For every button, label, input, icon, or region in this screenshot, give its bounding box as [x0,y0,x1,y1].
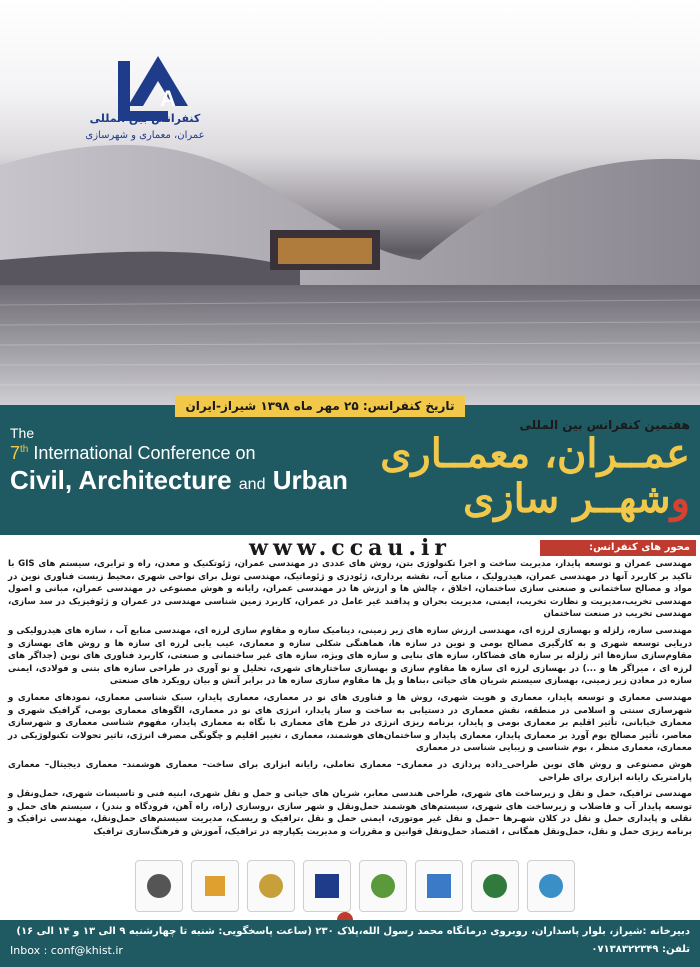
arabic-title-word: شهــر سازی [462,475,671,522]
english-title-part-b: Urban [272,465,348,495]
logo-text-line2: عمران، معماری و شهرسازی [85,130,205,141]
phone-number: تلفن: ۰۷۱۳۸۳۲۲۳۴۹ [591,944,690,955]
conference-topics [8,558,692,842]
topic-civil: مهندسی عمران و توسعه پایدار، مدیریت ساخت و اجرا تکنولوژی بتن، روش های عددی در مهندسی عمران، ژئوتکنیک و معدن، راه و ترابری، سیستم های GIS با تاکید بر کاربرد آنها در مهندسی عمران، هیدرولیک ، منابع آب، نقشه برداری، ژئودزی و ژئوماتیک، مهندسی تونل برای نواحی شهری ،محیط زیست فناوری نوین در مواد و مصالح ساختمانی و صنعتی سازی ساختمان، اخلاق ، چالش ها و ارزش ها در مهندسی عمران، رایانه و هوش مصنوعی در مهندسی عمران، مبانی و اصول مهندسی تخریب،مدیریت و نظارت تخریب، ایمنی، مدیریت بحران و پدافند غیر عامل در عمران، کاربرد زمین شناسی مهندسی در عمران و ژئوفیزیک در سد سازی، مهندسی تخریب در صنعت ساختمان [8,559,692,620]
sponsor-logo-icon [527,860,575,912]
english-title-and: and [238,476,266,493]
conference-axes-label: محور های کنفرانس: [540,540,696,556]
topic-structures: مهندسی سازه، زلزله و بهسازی لرزه ای، مهندسی ارزش سازه های زیر زمینی، دینامیک سازه و مقاوم سازی لرزه ای، مهندسی منابع آب ، سازه های هیدرولیکی و دریایی توسعه شهری و به کارگیری مصالح بومی و نوین در سازه ها، هماهنگی شکلی سازه و معماری، عیب یابی لرزه ای سازه ها و روش های بهسازی و مقاوم‌سازی سازه‌ها اثر زلزله بر سازه های فضاکار، سازه های بنایی و سازه های ویژه، سازه های غیر ساختمانی و صنعتی، کاربرد فناوری های نوین (جداگر های لرزه ای ، میراگر ها و ...) در بهسازی لرزه ای سازه ها مقاوم سازی و بهسازی ساختارهای شهری، تحلیل و نو آوری در طراحی سازه های بتنی و فولادی، ایمنی سازه در معادن زیر زمینی، بهسازی سیستم شریان های حیاتی ،بناها و پل ها مقاوم سازی سازه ها در برابر آتش و بیان رویکرد های صنعتی [8,625,692,687]
sponsor-logo-icon [303,860,351,912]
conference-date: تاریخ کنفرانس: ۲۵ مهر ماه ۱۳۹۸ شیراز-ایران [175,395,465,417]
english-title-part-a: Civil, Architecture [10,465,232,495]
conference-logo-icon [98,36,218,176]
svg-text:A: A [160,86,176,111]
edition-number: 7 [10,443,21,463]
english-title-line1-text: International Conference on [33,443,256,463]
arabic-title-line1: عمــران، معمــاری [380,430,690,477]
email-address[interactable]: Inbox : conf@khist.ir [10,944,123,957]
website-url[interactable]: www.ccau.ir [249,535,451,561]
english-title-line1 [10,443,256,464]
sponsor-logo-icon [135,860,183,912]
sponsor-logo-icon [471,860,519,912]
sponsor-logo-icon [415,860,463,912]
edition-suffix: th [20,444,29,455]
arabic-subtitle: هفتمین کنفرانس بین المللی [519,418,690,432]
arabic-title-conjunction: و [670,475,690,522]
topic-traffic: مهندسی ترافیک، حمل و نقل و زیرساخت های شهری، طراحی هندسی معابر، شریان های حیاتی و حمل و نقل شهری، ابنیه فنی و تاسیسات شهری، حمل‌ونقل و توسعه پایدار آب و فاضلاب و زیرساخت های شهری، سیستم‌های هوشمند حمل‌ونقل و شهر سازی ،روسازی (راه، راه آهن، فرودگاه و بندر) ، سیستم های حمل و نقلی و پایداری حمل و نقل در کلان شهـرها –حمل و نقل غیر موتوری، ایمنی حمل و نقل ،ترافیک و ریسـک، مدیریت سیستم‌های حمل‌ونقل، مهندسی ترافیک و برنامه ریزی حمل و نقل، حمل‌ونقل همگانی ، اقتصاد حمل‌ونقل قوانین و مقررات و مدیریت یکپارچه در ترافیک، آموزش و فرهنگ‌سازی ترافیک [8,789,692,837]
sponsor-logos [135,858,575,914]
sponsor-logo-icon [359,860,407,912]
logo-text-line1: کنفرانس بین المللی [89,112,201,125]
english-the: The [10,425,35,441]
topic-ai-design: هوش مصنوعی و روش های نوین طراحی_داده پردازی در معماری– معماری تعاملی، رایانه ابزاری برای ساخت– معماری هوشمند– معماری دیجیتال– معماری پارامتریک رایانه ابزاری برای طراحی [8,759,692,783]
english-title-line2 [10,465,348,496]
sponsor-logo-icon [247,860,295,912]
secretariat-address: دبیرخانه :شیراز، بلوار پاسداران، روبروی درمانگاه محمد رسول الله،پلاک ۲۳۰ (ساعت پاسخگویی: شنبه تا چهارشنبه ۹ الی ۱۳ و ۱۴ الی ۱۶) [16,926,690,937]
topic-architecture: مهندسی معماری و توسعه پایدار، معماری و هویت شهری، روش ها و فناوری های نو در معماری، معماری پایدار، سبک شناسی معماری، نمودهای معماری و شهرسازی سنتی و اسلامی در منطقه، نقش معماری در دستیابی به ساخت و ساز پایدار، انرژی های نو در معماری، الگوهای معماری بومی، گرافیک شهری و معماری خیابانی، تأثیر اقلیم بر معماری بومی و پایدار، برنامه ریزی انرژی در طرح های معماری با نگاه به معماری پایدار، مفهوم شناسی معماری و شهرسازی معاصر، تأثیر مصالح بوم آورد بر معماری پایدار، معماری پایدار و ساختمان‌های هوشمند، معماری ، تغییر اقلیم و چگونگی مصرف انرژی، تاثیر تحولات تکنولوژیکی در معماری، معماری منظر ، بوم شناسی و زیبایی شناسی در معماری [8,692,692,754]
sponsor-logo-icon [191,860,239,912]
arabic-title-line2 [320,475,690,522]
